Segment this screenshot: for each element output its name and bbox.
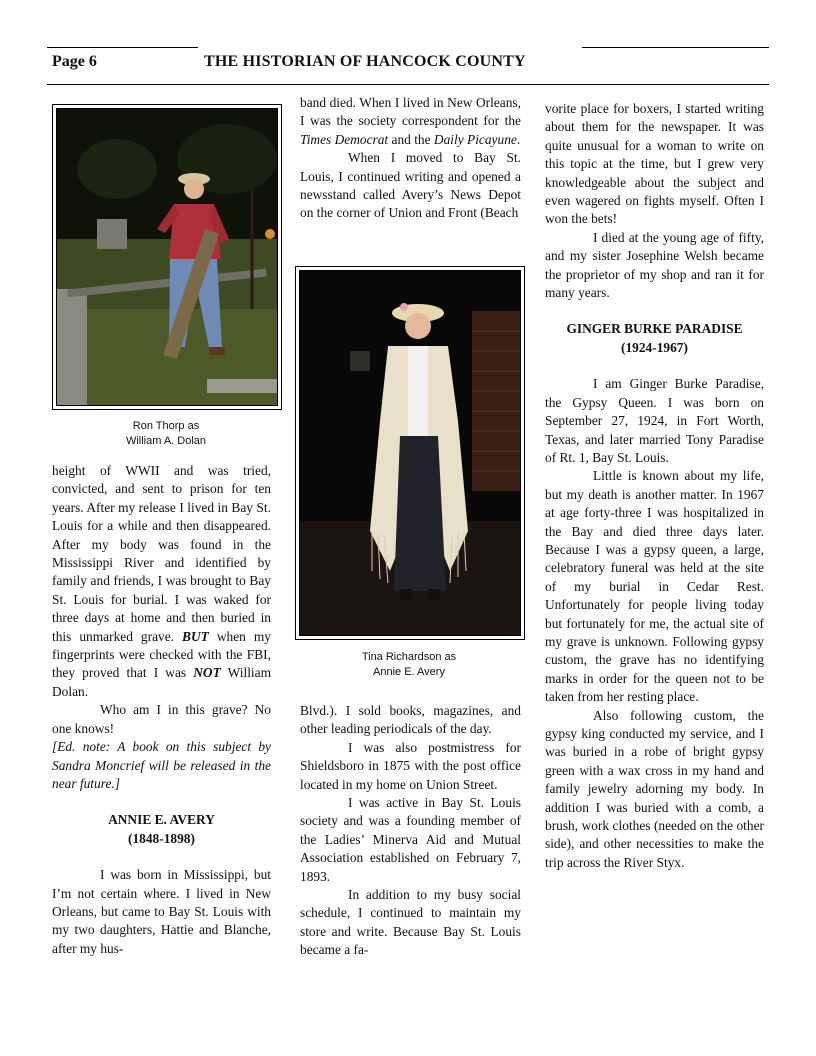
editor-note-text: [Ed. note: A book on this subject by Sandra Moncrief will be released in the near future.] [52,739,271,791]
col2-paragraph-0 [300,94,521,149]
ginger-paragraph-1: I am Ginger Burke Paradise, the Gypsy Queen. I was born on September 27, 1924, in Fort Worth, Texas, and later married Tony Paradise of Rt. 1, Bay St. Louis. [545,376,764,465]
header-rule-left [47,47,198,48]
column-2-top [300,94,521,223]
col2-p0-part-b: and the [391,131,431,147]
ron-thorp-illustration [57,109,277,405]
caption-ron-thorp [52,419,280,449]
col2-paragraph-5: In addition to my busy social schedule, I continued to maintain my store and write. Because Bay St. Louis became a fa- [300,887,521,958]
ginger-paragraph-3: Also following custom, the gypsy king conducted my service, and I was buried in a robe of bright gypsy green with a wax cross in my hand and family jewelry adorning my body. In addition I was buried with a comb, a brush, work clothes (needed on the other side), and other necessities to make the trip across the River Styx. [545,707,764,870]
annie-paragraph-1: I was born in Mississippi, but I’m not certain where. I lived in New Orleans, but came to Bay St. Louis with my two daughters, Hattie and Blanche, after my hus- [52,867,271,956]
photo-tina-richardson-image [299,270,521,636]
col1-paragraph-1 [52,462,271,701]
ginger-years: (1924-1967) [621,339,688,355]
col2-paragraph-1: When I moved to Bay St. Louis, I continued writing and opened a newsstand called Avery’s News Depot on the corner of Union and Front (Beach [300,150,521,221]
annie-name: ANNIE E. AVERY [108,812,215,828]
photo-ron-thorp [52,104,282,410]
caption-tina-line2: Annie E. Avery [373,666,445,678]
col1-but-emphasis: BUT [182,628,209,644]
ginger-name: GINGER BURKE PARADISE [566,321,743,337]
times-democrat-title: Times Democrat [300,131,389,147]
annie-years: (1848-1898) [128,830,195,846]
column-1 [52,462,271,958]
col2-p0-part-c: . [516,131,521,147]
col1-not-emphasis: NOT [193,665,221,681]
ginger-heading [545,320,764,357]
col1-p1-part-a: height of WWII and was tried, convicted, and sent to prison for ten years. After my release I lived in Bay St. Louis for a while and then disappeared. After my body was found in the Mississippi River and identified by family and friends, I was brought to Bay St. Louis for burial. I was waked for three days at home and then buried in this unmarked grave. [52,463,271,644]
column-2-bottom [300,702,521,960]
newsletter-title: THE HISTORIAN OF HANCOCK COUNTY [204,53,526,70]
photo-tina-richardson [295,266,525,640]
col2-p0-part-a: band died. When I lived in New Orleans, I was the society correspondent for the [300,95,521,129]
caption-tina-line1: Tina Richardson as [361,651,457,663]
daily-picayune-title: Daily Picayune [433,131,517,147]
caption-tina-richardson [295,650,523,680]
col2-paragraph-4: I was active in Bay St. Louis society and was a founding member of the Ladies’ Minerva Aid and Mutual Association established on February 7, 1893. [300,795,521,884]
col3-paragraph-0: vorite place for boxers, I started writing about them for the newspaper. It was quite unusual for a woman to write on this topic at the time, but I grew very knowledgeable about the subject and even wagered on fights myself. Often I won the bets! [545,101,764,227]
page-number: Page 6 [52,53,97,70]
header-rule-bottom [47,84,769,85]
editor-note [52,738,271,793]
col1-p1-part-b: when my fingerprints were checked with the FBI, they proved that I was [52,628,272,681]
caption-ron-line2: William A. Dolan [125,435,207,447]
col2-paragraph-3: I was also postmistress for Shieldsboro in 1875 with the post office located in my home on Union Street. [300,739,521,792]
col3-paragraph-1: I died at the young age of fifty, and my sister Josephine Welsh became the proprietor of my shop and ran it for many years. [545,229,764,301]
ginger-paragraph-2: Little is known about my life, but my death is another matter. In 1967 at age forty-three I was hospitalized in the Bay and died three days later. Because I was a gypsy queen, a large, celebratory funeral was held at the site of my burial in Cedar Rest. Unfortunately for people living today but fortunately for me, the actual site of my grave is unknown. Following gypsy custom, the grave has no identifying marks in order for the queen not to be taken from her resting place. [545,468,764,705]
tina-richardson-illustration [300,271,520,635]
col1-paragraph-2: Who am I in this grave? No one knows! [52,702,271,736]
photo-ron-thorp-image [56,108,278,406]
header-rule-right [582,47,769,48]
caption-ron-line1: Ron Thorp as [132,420,200,432]
col2-paragraph-2: Blvd.). I sold books, magazines, and other leading periodicals of the day. [300,703,521,737]
col1-p1-part-c: William Dolan. [52,665,271,699]
column-3 [545,100,764,872]
annie-heading [52,811,271,848]
